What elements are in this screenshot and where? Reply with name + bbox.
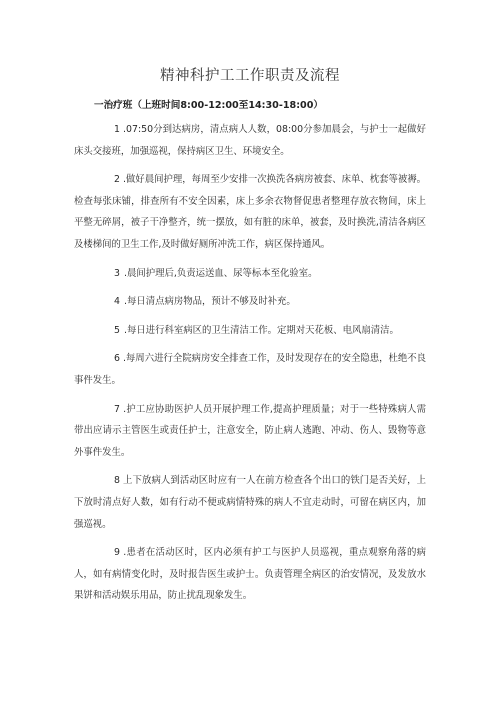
item-number: 4 — [114, 296, 120, 308]
list-item — [74, 291, 426, 313]
list-item — [74, 320, 426, 342]
duty-list — [74, 119, 426, 614]
item-text: .护工应协助医护人员开展护理工作,提高护理质量；对于一些特殊病人需带出应请示主管医生或责任护士，注意安全，防止病人逃跑、冲动、伤人、毁物等意外事件发生。 — [74, 403, 427, 458]
list-item — [74, 263, 426, 285]
item-text: .晨间护理后,负责运送血、尿等标本至化验室。 — [124, 267, 318, 279]
page-title: 精神科护工工作职责及流程 — [160, 68, 340, 84]
item-text: .每日进行科室病区的卫生清洁工作。定期对天花板、电风扇清洁。 — [124, 324, 399, 336]
item-text: .患者在活动区时，区内必须有护工与医护人员巡视，重点观察角落的病人，如有病情变化时，及时报告医生或护士。负责管理全病区的治安情况，及发放水果饼和活动娱乐用品，防止扰乱现象发生。 — [74, 547, 427, 602]
item-text: .做好晨间护理，每周至少安排一次换洗各病房被套、床单、枕套等被褥。检查每张床铺，排查所有不安全因素，床上多余衣物督促患者整理存放衣物间，床上平整无碎屑，被子干净整齐，统一摆放，如有脏的床单，被套，及时换洗,清洁各病区及楼梯间的卫生工作,及时做好厕所冲洗工作，病区保持通风。 — [74, 174, 426, 250]
list-item — [74, 348, 426, 391]
item-text: 上下放病人到活动区时应有一人在前方检查各个出口的铁门是否关好，上下放时清点好人数，如有行动不便或病情特殊的病人不宜走动时，可留在病区内，加强巡视。 — [74, 475, 426, 530]
item-number: 3 — [114, 267, 120, 279]
list-item — [74, 119, 426, 162]
item-number: 2 — [114, 174, 120, 186]
item-number: 8 — [114, 475, 120, 487]
section-heading: 一治疗班（上班时间8:00-12:00至14:30-18:00） — [94, 100, 323, 111]
item-text: .每周六进行全院病房安全排查工作，及时发现存在的安全隐患，杜绝不良事件发生。 — [74, 353, 426, 386]
item-text: .每日清点病房物品，预计不够及时补充。 — [124, 296, 296, 308]
list-item — [74, 399, 426, 464]
item-number: 9 — [114, 547, 120, 559]
item-number: 1 — [114, 124, 120, 135]
list-item — [74, 470, 426, 535]
list-item — [74, 542, 426, 607]
item-number: 6 — [114, 353, 120, 365]
item-number: 5 — [114, 324, 120, 336]
item-text: .07:50分到达病房，清点病人人数，08:00分参加晨会，与护士一起做好床头交接班，加强巡视，保持病区卫生、环境安全。 — [74, 124, 426, 157]
item-number: 7 — [114, 403, 120, 415]
list-item — [74, 169, 426, 255]
